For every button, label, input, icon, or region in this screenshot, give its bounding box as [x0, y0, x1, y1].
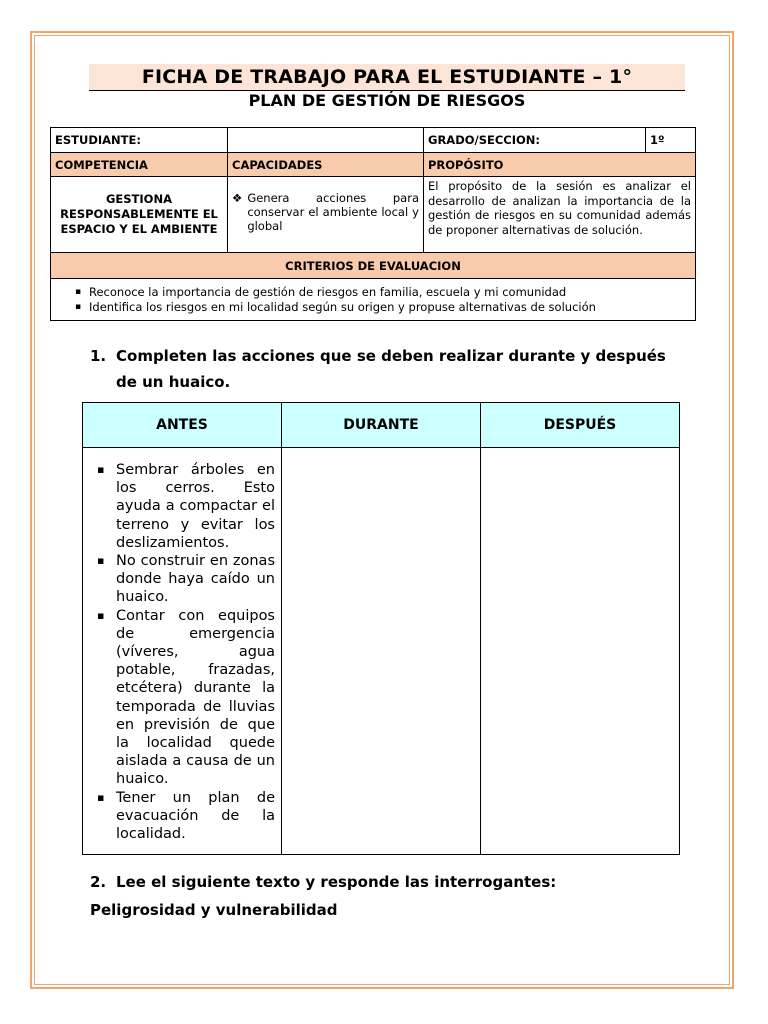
durante-cell[interactable]: [282, 448, 481, 855]
proposito-header: PROPÓSITO: [424, 153, 696, 177]
antes-cell: [83, 448, 282, 855]
antes-list: [83, 448, 281, 843]
diamond-bullet-icon: ❖: [232, 191, 243, 205]
title-banner: [89, 64, 685, 91]
info-table: [50, 127, 696, 321]
despues-cell[interactable]: [481, 448, 680, 855]
capacidad-text: Genera acciones para conservar el ambiente local y global: [247, 191, 419, 233]
competencia-text: GESTIONA RESPONSABLEMENTE EL ESPACIO Y EL AMBIENTE: [51, 177, 228, 253]
table-header-row: [51, 253, 696, 279]
question-1: [90, 343, 686, 395]
table-row: [51, 177, 696, 253]
question-1-line1: Completen las acciones que se deben realizar durante y después: [116, 347, 666, 365]
question-2: [90, 871, 556, 893]
list-item: ▪ Identifica los riesgos en mi localidad según su origen y propuse alternativas de solución: [75, 300, 691, 315]
table-row: [51, 279, 696, 321]
despues-header: DESPUÉS: [481, 403, 680, 448]
section-subtitle: Peligrosidad y vulnerabilidad: [90, 901, 338, 919]
capacidad-cell: [228, 177, 424, 253]
table-header-row: [51, 153, 696, 177]
question-2-number: 2.: [90, 873, 107, 891]
list-item: ▪ Reconoce la importancia de gestión de riesgos en familia, escuela y mi comunidad: [75, 285, 691, 300]
grado-value: 1º: [646, 128, 696, 153]
criterios-cell: [51, 279, 696, 321]
capacidades-header: CAPACIDADES: [228, 153, 424, 177]
list-item: ▪ No construir en zonas donde haya caído un huaico.: [97, 552, 275, 607]
page-subtitle: PLAN DE GESTIÓN DE RIESGOS: [248, 91, 526, 110]
table-row: [51, 128, 696, 153]
list-item: ▪ Tener un plan de evacuación de la localidad.: [97, 789, 275, 844]
question-2-text: Lee el siguiente texto y responde las interrogantes:: [116, 873, 557, 891]
question-1-number: 1.: [90, 347, 107, 365]
proposito-text: El propósito de la sesión es analizar el desarrollo de analizan la importancia de la gestión de riesgos en su comunidad además de proponer alternativas de solución.: [424, 177, 696, 253]
page-title: FICHA DE TRABAJO PARA EL ESTUDIANTE – 1°: [141, 66, 633, 88]
estudiante-field[interactable]: [228, 128, 424, 153]
criterios-list: [55, 285, 691, 315]
antes-header: ANTES: [83, 403, 282, 448]
criterios-header: CRITERIOS DE EVALUACION: [51, 253, 696, 279]
question-1-line2: de un huaico.: [116, 373, 231, 391]
durante-header: DURANTE: [282, 403, 481, 448]
list-item: ▪ Sembrar árboles en los cerros. Esto ayuda a compactar el terreno y evitar los deslizamientos.: [97, 461, 275, 552]
actions-table: [82, 402, 680, 855]
competencia-header: COMPETENCIA: [51, 153, 228, 177]
table-header-row: [83, 403, 680, 448]
table-row: [83, 448, 680, 855]
list-item: ▪ Contar con equipos de emergencia (víveres, agua potable, frazadas, etcétera) durante la temporada de lluvias en previsión de que la localidad quede aislada a causa de un huaico.: [97, 607, 275, 789]
grado-label: GRADO/SECCION:: [424, 128, 646, 153]
estudiante-label: ESTUDIANTE:: [51, 128, 228, 153]
